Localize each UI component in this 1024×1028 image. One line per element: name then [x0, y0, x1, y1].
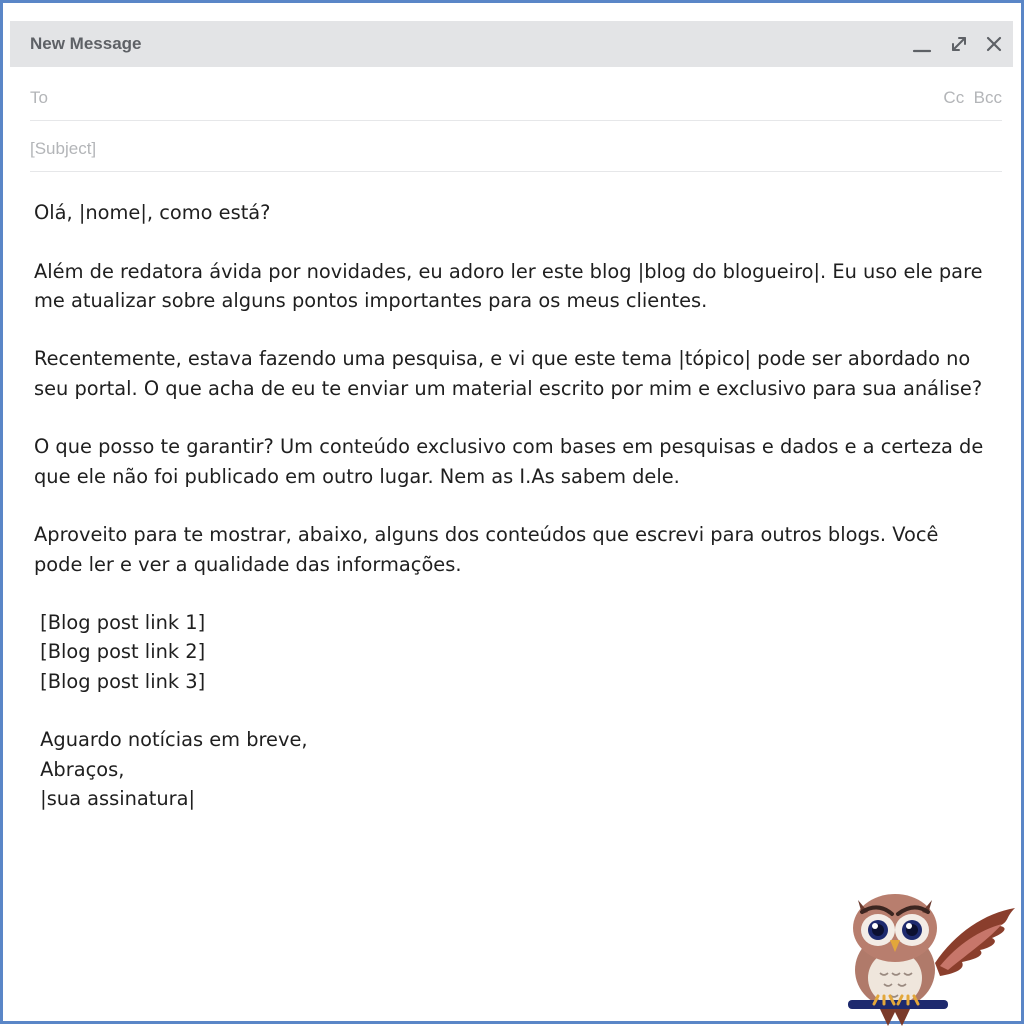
bcc-link[interactable]: Bcc — [973, 88, 1002, 107]
minimize-button[interactable] — [908, 29, 936, 59]
owl-mascot — [840, 878, 1020, 1028]
message-paragraph: Aproveito para te mostrar, abaixo, alguns dos conteúdos que escrevi para outros blogs. Você pode ler e ver a qualidade das informações. — [34, 523, 945, 576]
signature-placeholder: |sua assinatura| — [34, 786, 196, 810]
subject-field[interactable] — [30, 121, 1002, 172]
compose-titlebar — [10, 21, 1013, 67]
window-title: New Message — [30, 34, 142, 53]
blog-post-link[interactable]: [Blog post link 3] — [34, 669, 206, 693]
blog-post-link[interactable]: [Blog post link 1] — [34, 611, 206, 635]
blog-post-link[interactable]: [Blog post link 2] — [34, 640, 206, 664]
message-paragraph: O que posso te garantir? Um conteúdo exclusivo com bases em pesquisas e dados e a certeza de que ele não foi publicado em outro lugar. Nem as I.As sabem dele. — [34, 435, 990, 488]
compose-window — [10, 18, 1015, 1018]
closing-line: Aguardo notícias em breve, — [34, 728, 308, 752]
closing-line: Abraços, — [34, 757, 125, 781]
message-paragraph: Além de redatora ávida por novidades, eu adoro ler este blog |blog do blogueiro|. Eu uso ele pare me atualizar sobre alguns pontos importantes para os meus clientes. — [34, 259, 989, 312]
cc-link[interactable]: Cc — [943, 88, 965, 107]
message-body[interactable] — [34, 198, 990, 813]
subject-placeholder: [Subject] — [30, 139, 97, 158]
to-label: To — [30, 88, 48, 107]
close-button[interactable] — [980, 29, 1008, 59]
to-field[interactable] — [30, 70, 1002, 121]
close-icon — [980, 29, 1008, 59]
expand-icon — [945, 29, 973, 59]
message-greeting: Olá, |nome|, como está? — [34, 201, 271, 224]
message-paragraph: Recentemente, estava fazendo uma pesquisa, e vi que este tema |tópico| pode ser abordado no seu portal. O que acha de eu te enviar um material escrito por mim e exclusivo para sua análise? — [34, 347, 983, 400]
minimize-icon — [908, 29, 936, 59]
expand-button[interactable] — [945, 29, 973, 59]
cc-bcc-links — [943, 88, 1002, 108]
